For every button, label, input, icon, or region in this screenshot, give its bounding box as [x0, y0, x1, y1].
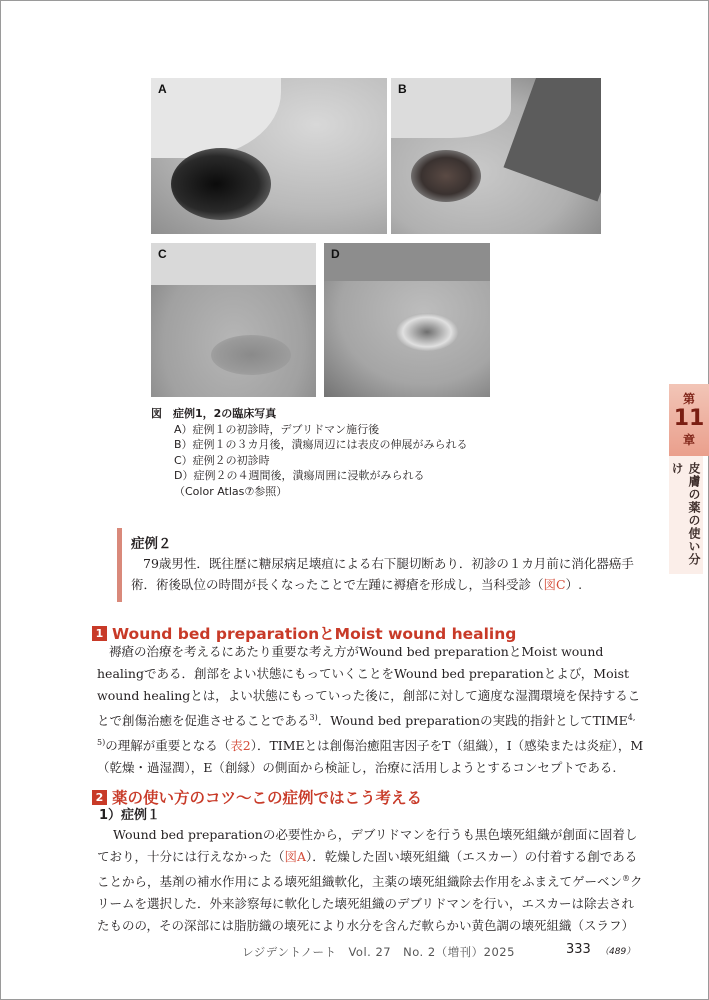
section1-text-b: ．Wound bed preparationの実践的指針としてTIME: [317, 713, 628, 729]
case1-subheading: 1）症例１: [99, 808, 161, 823]
section2-text-c: クリームを選択した．外来診察毎に軟化した壊死組織のデブリドマンを行い，エスカーは除去されたものの，その深部には脂肪織の壊死により水分を含んだ軟らかい黄色調の壊死組織（スラフ）: [97, 874, 643, 934]
section2-number: 2: [92, 790, 107, 805]
section2-paragraph: [97, 824, 645, 937]
citation-4-5: 4, 5): [97, 713, 636, 748]
photo-label-c: C: [158, 247, 167, 261]
ref-table-2[interactable]: 表2: [230, 738, 251, 754]
registered-mark: ®: [622, 874, 631, 883]
section1-title: Wound bed preparationとMoist wound healing: [112, 625, 517, 643]
case2-text-end: ）.: [565, 577, 583, 592]
caption-title: 図 症例1，2の臨床写真: [151, 407, 277, 420]
photo-a: [151, 78, 387, 234]
chapter-suffix: 章: [682, 433, 695, 447]
section2-text-a: Wound bed preparationの必要性から，デブリドマンを行うも黒色壊死組織が創面に固着しており，十分には行えなかった（: [97, 827, 638, 864]
case2-title: 症例２: [131, 536, 172, 552]
chapter-title: 皮膚の薬の使い分け: [669, 456, 703, 574]
caption-line-a: A）症例１の初診時，デブリドマン施行後: [174, 422, 380, 436]
caption-line-c: C）症例２の初診時: [174, 453, 270, 467]
ref-figure-c[interactable]: 図C: [543, 577, 566, 592]
chapter-tab: [669, 384, 709, 574]
chapter-tab-head: [669, 384, 709, 456]
section1-number: 1: [92, 626, 107, 641]
photo-label-b: B: [398, 82, 407, 96]
caption-line-b: B）症例１の３カ月後，潰瘍周辺には表皮の伸展がみられる: [174, 438, 468, 451]
wound-a-black: [171, 148, 271, 220]
chapter-number: 11: [673, 406, 705, 431]
section1-text-c: の理解が重要となる（: [105, 738, 231, 754]
wound-c: [211, 335, 291, 375]
ref-figure-a[interactable]: 図A: [284, 849, 307, 864]
section1-text-d: ）．TIMEとは創傷治癒阻害因子をT（組織），I（感染または炎症），M（乾燥・過湿潤），E（創縁）の側面から検証し，治療に活用しようとするコンセプトである.: [97, 738, 644, 776]
section1-text-a: 褥瘡の治療を考えるにあたり重要な考え方がWound bed preparationとMoist wound healingである．創部をよい状態にもっていくことをWound bed preparationとよび，Moist wound healingとは，よい状態にもっていった後に，創部に対して適度な湿潤環境を保持することで創傷治癒を促進させることである: [97, 644, 641, 729]
section2-title: 薬の使い方のコツ〜この症例ではこう考える: [112, 789, 423, 807]
chapter-prefix: 第: [682, 392, 695, 406]
page-number-alt: （489）: [600, 947, 636, 957]
wound-d: [396, 313, 458, 351]
case2-box: [117, 528, 644, 602]
citation-3: 3): [309, 713, 318, 722]
photo-label-d: D: [331, 247, 340, 261]
section1-paragraph: [97, 641, 645, 779]
wound-b: [411, 150, 481, 202]
journal-name: レジデントノート Vol. 27 No. 2（増刊）2025: [242, 945, 515, 959]
case2-text: [131, 553, 644, 595]
section2-text-b: ）．乾燥した固い壊死組織（エスカー）の付着する創であることから，基剤の補水作用による壊死組織軟化，主薬の壊死組織除去作用をふまえてゲーベン: [97, 849, 638, 890]
photo-label-a: A: [158, 82, 167, 96]
caption-color-atlas: （Color Atlas⑦参照）: [174, 484, 288, 498]
case2-text-main: 79歳男性．既往歴に糖尿病足壊疽による右下腿切断あり．初診の１カ月前に消化器癌手術．術後臥位の時間が長くなったことで左踵に褥瘡を形成し，当科受診（: [131, 556, 634, 592]
photo-c: [151, 243, 316, 397]
page-number: 333: [566, 942, 591, 957]
caption-line-d: D）症例２の４週間後，潰瘍周囲に浸軟がみられる: [174, 469, 425, 482]
photo-d: [324, 243, 490, 397]
figure-caption: [151, 406, 468, 499]
photo-b: [391, 78, 601, 234]
